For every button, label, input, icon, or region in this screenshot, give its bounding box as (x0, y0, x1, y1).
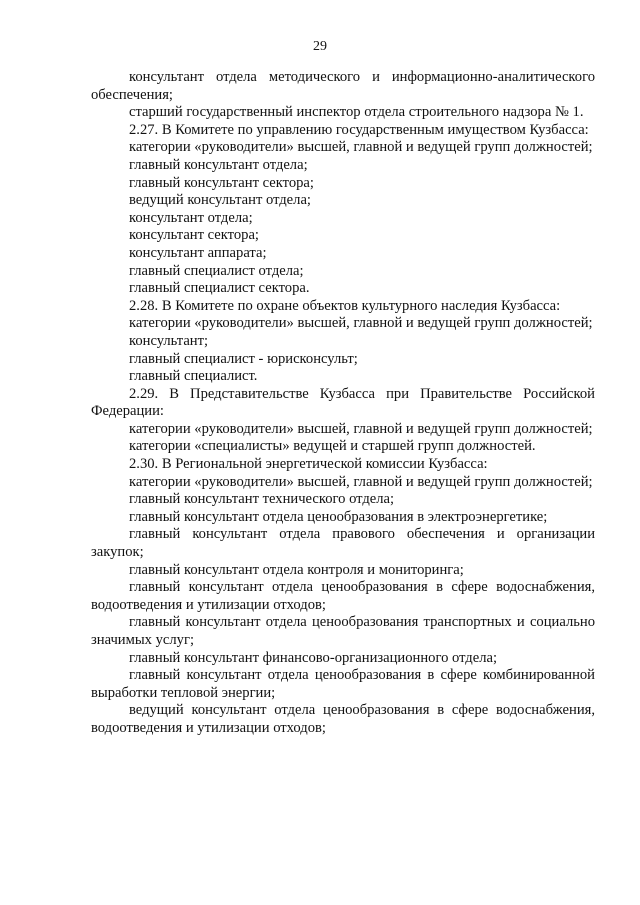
paragraph: 2.30. В Региональной энергетической комиссии Кузбасса: (129, 456, 488, 473)
paragraph: категории «руководители» высшей, главной и ведущей групп должностей; (129, 139, 593, 156)
paragraph: главный консультант отдела; (129, 156, 308, 173)
paragraph: 2.28. В Комитете по охране объектов культурного наследия Кузбасса: (129, 297, 561, 314)
paragraph: главный консультант отдела ценообразования транспортных и социально значимых услуг; (91, 614, 595, 648)
paragraph: категории «руководители» высшей, главной и ведущей групп должностей; (129, 315, 593, 332)
paragraph: главный консультант отдела ценообразования в электроэнергетике; (129, 508, 548, 525)
paragraph: главный консультант сектора; (129, 174, 314, 191)
paragraph: главный консультант отдела ценообразования в сфере водоснабжения, водоотведения и утилизации отходов; (91, 579, 595, 613)
paragraph: главный консультант отдела ценообразования в сфере комбинированной выработки тепловой энергии; (91, 667, 595, 701)
paragraph: консультант отдела методического и информационно-аналитического обеспечения; (91, 69, 595, 103)
paragraph: главный консультант отдела контроля и мониторинга; (129, 561, 464, 578)
paragraph: главный специалист сектора. (129, 280, 310, 297)
paragraph: консультант; (129, 332, 209, 349)
paragraph: старший государственный инспектор отдела строительного надзора № 1. (129, 104, 584, 121)
paragraph: консультант отдела; (129, 209, 253, 226)
paragraph: главный специалист отдела; (129, 262, 304, 279)
paragraph: главный консультант технического отдела; (129, 491, 395, 508)
paragraph: консультант аппарата; (129, 244, 267, 261)
page-number: 29 (313, 39, 327, 54)
paragraph: категории «специалисты» ведущей и старшей групп должностей. (129, 438, 536, 455)
document-body (91, 69, 595, 738)
paragraph: 2.27. В Комитете по управлению государственным имуществом Кузбасса: (129, 121, 589, 138)
paragraph: главный консультант финансово-организационного отдела; (129, 649, 498, 666)
paragraph: ведущий консультант отдела ценообразования в сфере водоснабжения, водоотведения и утилизации отходов; (91, 702, 595, 736)
paragraph: категории «руководители» высшей, главной и ведущей групп должностей; (129, 473, 593, 490)
paragraph: ведущий консультант отдела; (129, 192, 311, 209)
paragraph: главный консультант отдела правового обеспечения и организации закупок; (91, 526, 595, 561)
paragraph: консультант сектора; (129, 227, 259, 244)
paragraph: 2.29. В Представительстве Кузбасса при Правительстве Российской Федерации: (91, 385, 595, 420)
paragraph: главный специалист. (129, 368, 258, 385)
paragraph: категории «руководители» высшей, главной и ведущей групп должностей; (129, 420, 593, 437)
paragraph: главный специалист - юрисконсульт; (129, 350, 358, 367)
